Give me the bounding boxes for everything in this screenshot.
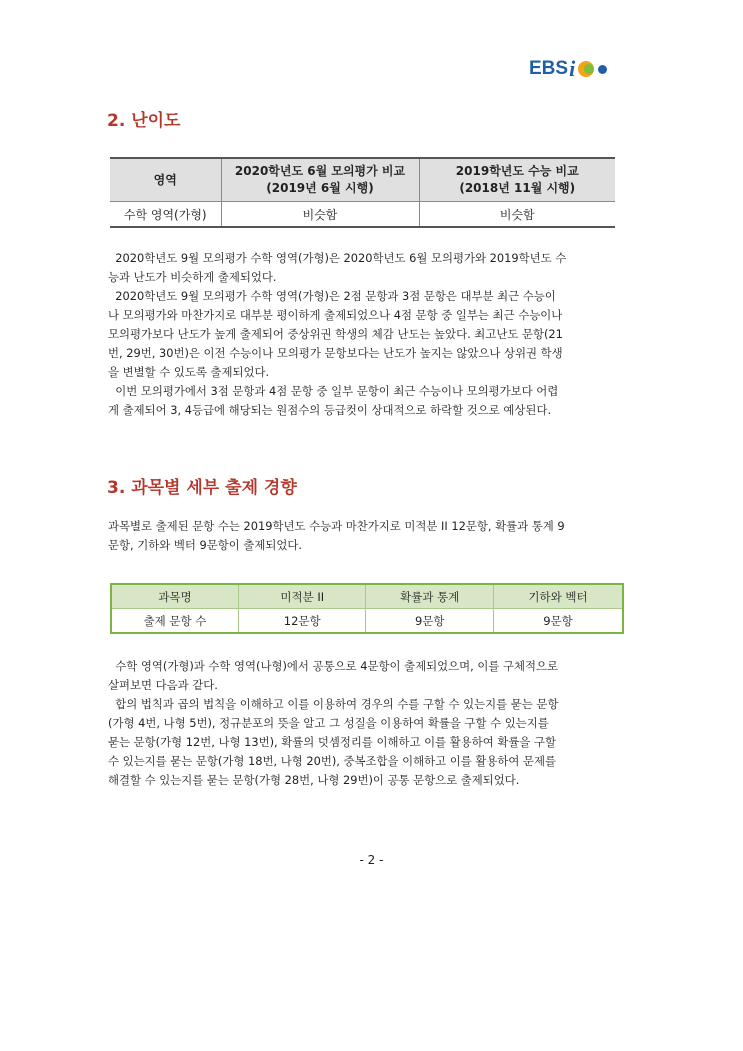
section3-paragraphs: 수학 영역(가형)과 수학 영역(나형)에서 공통으로 4문항이 출제되었으며, 이를 구체적으로 살펴보면 다음과 같다. 합의 법칙과 곱의 법칙을 이해하고 이를 이용하여 경우의 수를 구할 수 있는지를 묻는 문항 (가형 4번, 나형 5번), 정규분포의 뜻을 알고 그 성질을 이용하여 확률을 구할 수 있는지를 묻는 문항(가형 12번, 나형 13번), 확률의 덧셈정리를 이해하고 이를 활용하여 확률을 구할 수 있는지를 묻는 문항(가형 18번, 나형 20번), 중복조합을 이해하고 이를 활용하여 문제를 해결할 수 있는지를 묻는 문항(가형 28번, 나형 29번)이 공통 문항으로 출제되었다. (108, 659, 559, 787)
section3-intro: 과목별로 출제된 문항 수는 2019학년도 수능과 마찬가지로 미적분 II 12문항, 확률과 통계 9 문항, 기하와 벡터 9문항이 출제되었다. (108, 519, 565, 552)
table-row: 출제 문항 수 12문항 9문항 9문항 (111, 609, 623, 634)
section2-heading: 2. 난이도 (107, 111, 181, 131)
section2-paragraph-1: 2020학년도 9월 모의평가 수학 영역(가형)은 2020학년도 6월 모의평가와 2019학년도 수 능과 난도가 비슷하게 출제되었다. 2020학년도 9월 모의평가 수학 영역(가형)은 2점 문항과 3점 문항은 대부분 최근 수능이 나 모의평가와 마찬가지로 대부분 평이하게 출제되었으나 4점 문항 중 일부는 최근 수능이나 모의평가보다 난도가 높게 출제되어 중상위권 학생의 체감 난도는 높았다. 최고난도 문항(21 번, 29번, 30번)은 이전 수능이나 모의평가 문항보다는 난도가 높지는 않았으나 상위권 학생 을 변별할 수 있도록 출제되었다. 이번 모의평가에서 3점 문항과 4점 문항 중 일부 문항이 최근 수능이나 모의평가보다 어렵 게 출제되어 3, 4등급에 해당되는 원점수의 등급컷이 상대적으로 하락할 것으로 예상된다. (108, 251, 567, 417)
section3-heading: 3. 과목별 세부 출제 경향 (107, 478, 297, 498)
logo-i: i (569, 56, 576, 81)
table-row: 수학 영역(가형) 비슷함 비슷함 (110, 202, 615, 228)
table-header-csat: 2019학년도 수능 비교 (2018년 11월 시행) (419, 158, 615, 202)
table-header-area: 영역 (110, 158, 221, 202)
table-header-june: 2020학년도 6월 모의평가 비교 (2019년 6월 시행) (221, 158, 419, 202)
logo-dots-icon (578, 61, 607, 77)
logo-text: EBS (529, 58, 569, 79)
difficulty-table (110, 157, 615, 228)
page-number: - 2 - (359, 853, 384, 867)
subject-table: 과목명 미적분 II 확률과 통계 기하와 벡터 출제 문항 수 12문항 9문항 9문항 (110, 583, 624, 634)
ebsi-logo (529, 56, 607, 82)
